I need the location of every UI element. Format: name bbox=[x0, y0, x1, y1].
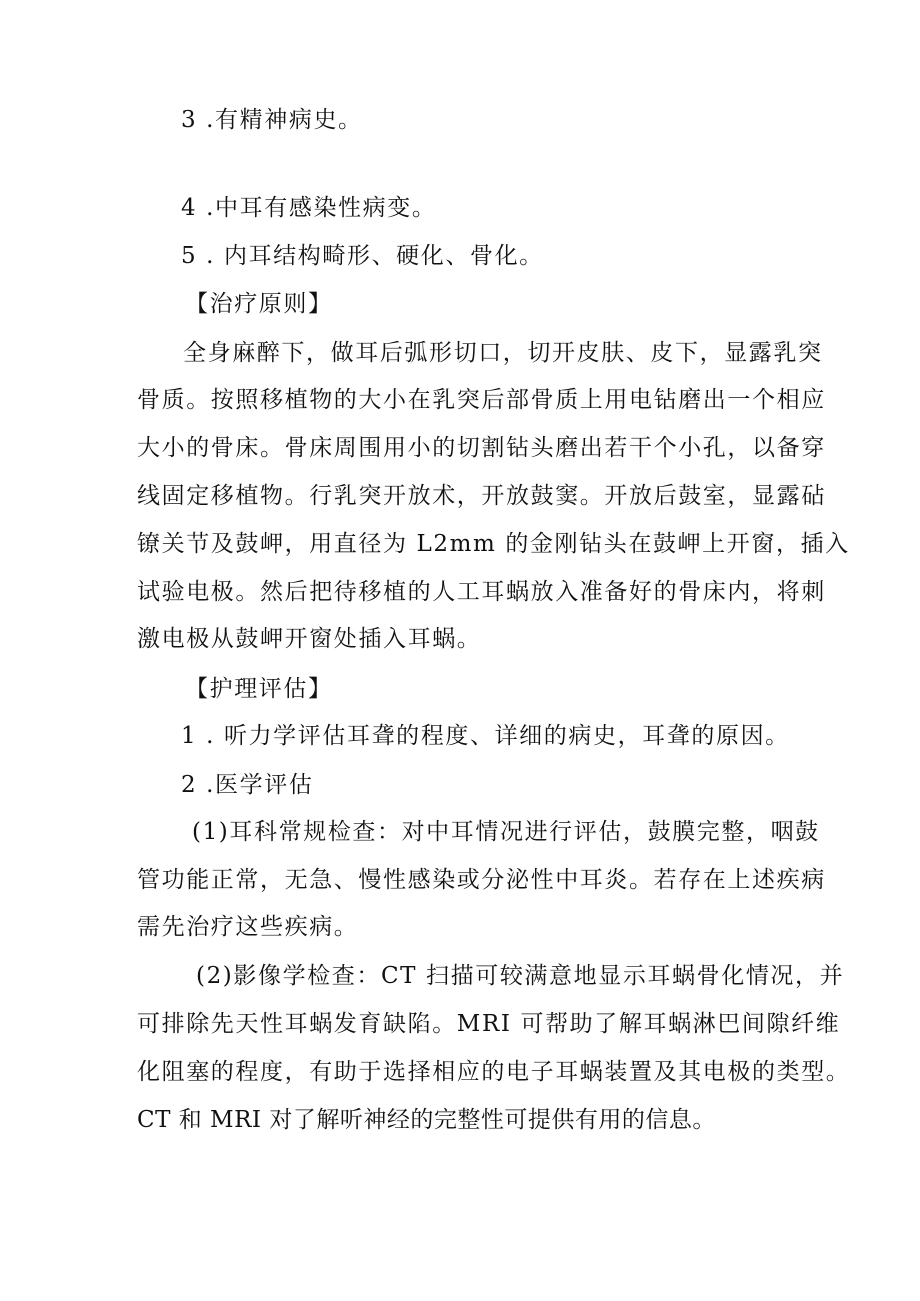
treatment-heading: 【治疗原则】 bbox=[185, 291, 333, 317]
treatment-paragraph-line: 线固定移植物。行乳突开放术，开放鼓窦。开放后鼓室，显露砧 bbox=[137, 483, 826, 509]
contraindication-item-5: 5 . 内耳结构畸形、硬化、骨化。 bbox=[181, 243, 544, 269]
imaging-exam-line: 化阻塞的程度，有助于选择相应的电子耳蜗装置及其电极的类型。 bbox=[137, 1059, 851, 1085]
treatment-paragraph-line: 大小的骨床。骨床周围用小的切割钻头磨出若干个小孔，以备穿 bbox=[137, 435, 826, 461]
otology-exam-line: (1)耳科常规检查：对中耳情况进行评估，鼓膜完整，咽鼓 bbox=[192, 819, 820, 845]
imaging-exam-line: 可排除先天性耳蜗发育缺陷。MRI 可帮助了解耳蜗淋巴间隙纤维 bbox=[137, 1011, 841, 1037]
treatment-paragraph-line: 骨质。按照移植物的大小在乳突后部骨质上用电钻磨出一个相应 bbox=[137, 387, 826, 413]
contraindication-item-3: 3 .有精神病史。 bbox=[181, 107, 363, 133]
treatment-paragraph-line: 全身麻醉下，做耳后弧形切口，切开皮肤、皮下，显露乳突 bbox=[183, 340, 823, 366]
imaging-exam-line: (2)影像学检查：CT 扫描可较满意地显示耳蜗骨化情况，并 bbox=[196, 963, 845, 989]
imaging-exam-line: CT 和 MRI 对了解听神经的完整性可提供有用的信息。 bbox=[137, 1107, 716, 1133]
treatment-paragraph-line: 镣关节及鼓岬，用直径为 L2mm 的金刚钻头在鼓岬上开窗，插入 bbox=[137, 531, 850, 557]
otology-exam-line: 管功能正常，无急、慢性感染或分泌性中耳炎。若存在上述疾病 bbox=[137, 867, 826, 893]
otology-exam-line: 需先治疗这些疾病。 bbox=[137, 914, 359, 940]
assessment-heading: 【护理评估】 bbox=[185, 676, 333, 702]
assessment-item-1: 1 . 听力学评估耳聋的程度、详细的病史，耳聋的原因。 bbox=[181, 723, 790, 749]
treatment-paragraph-line: 试验电极。然后把待移植的人工耳蜗放入准备好的骨床内，将刺 bbox=[137, 579, 826, 605]
contraindication-item-4: 4 .中耳有感染性病变。 bbox=[181, 195, 437, 221]
assessment-item-2: 2 .医学评估 bbox=[181, 772, 314, 798]
treatment-paragraph-line: 激电极从鼓岬开窗处插入耳蜗。 bbox=[137, 626, 482, 652]
